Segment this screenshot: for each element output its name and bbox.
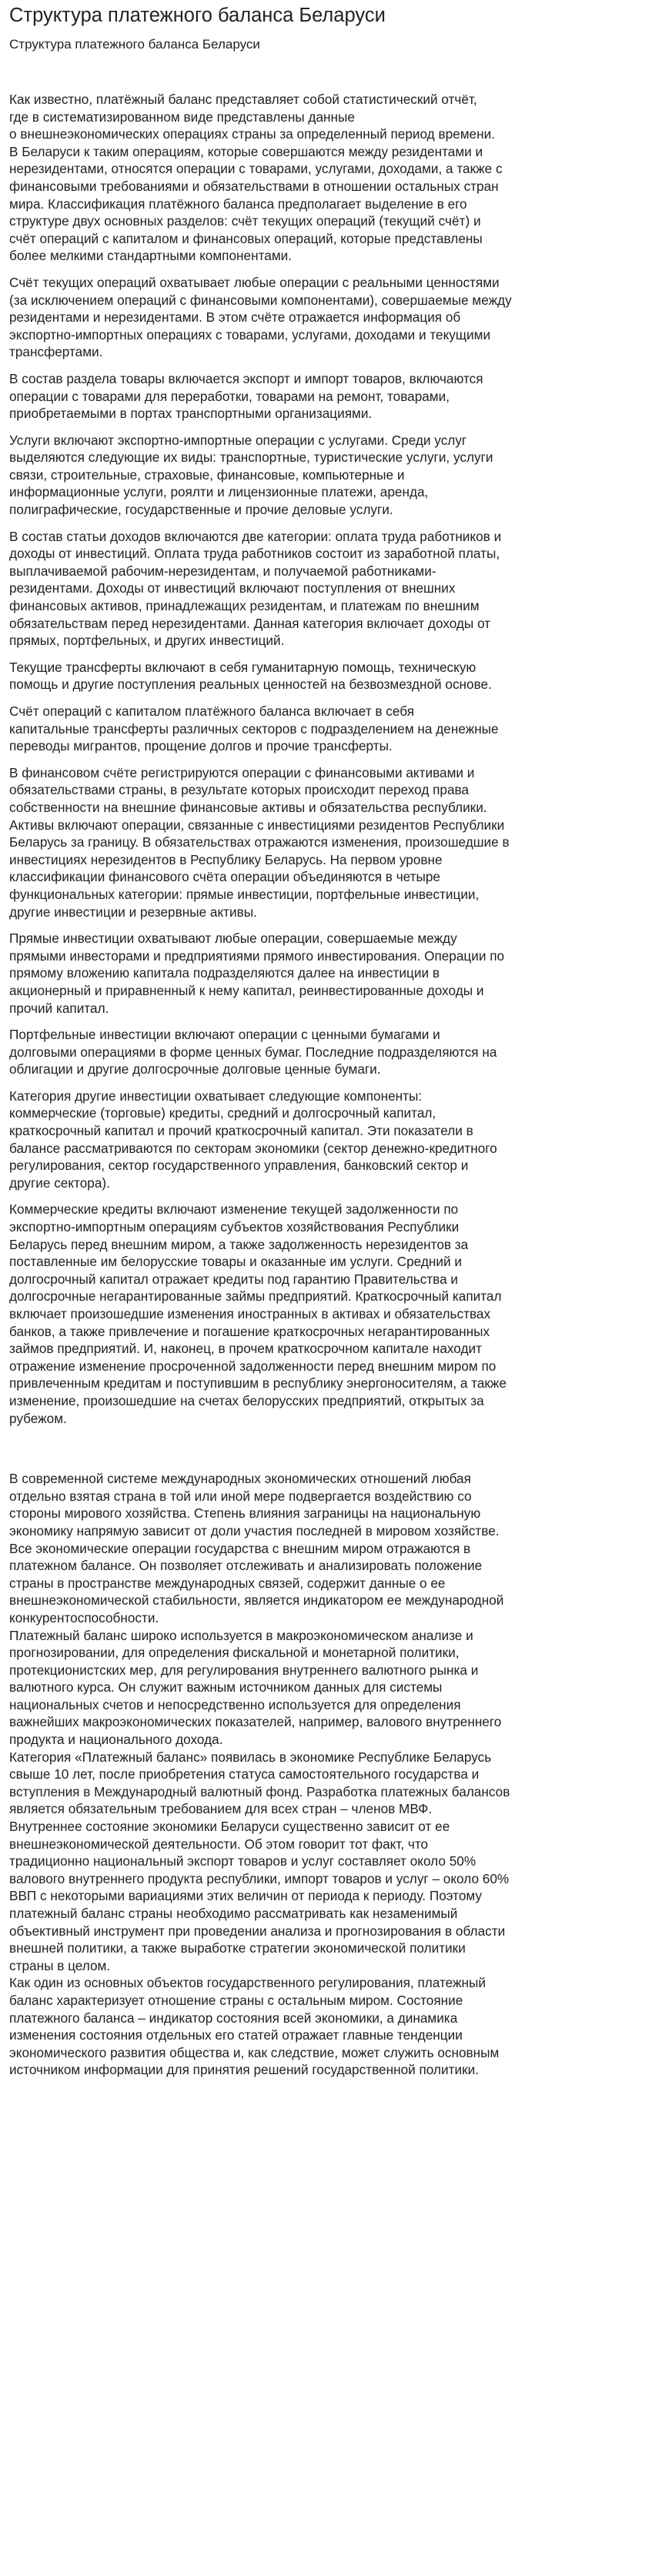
- article-section-importance: [9, 1470, 635, 2079]
- text-line: изменения состояния отдельных его статей отражает главные тенденции: [9, 2027, 463, 2043]
- text-line: платежный баланс страны необходимо рассматривать как незаменимый: [9, 1906, 458, 1921]
- text-line: собственности на внешние финансовые активы и обязательства республики.: [9, 799, 487, 815]
- text-line: долгосрочный капитал отражает кредиты под гарантию Правительства и: [9, 1271, 459, 1287]
- text-line: Счёт операций с капиталом платёжного баланса включает в себя: [9, 703, 414, 719]
- paragraph: [9, 764, 635, 920]
- paragraph: [9, 1974, 635, 2079]
- text-line: баланс характеризует отношение страны с остальным миром. Состояние: [9, 1992, 463, 2008]
- text-line: В Беларуси к таким операциям, которые совершаются между резидентами и: [9, 143, 483, 159]
- text-line: резидентами. Доходы от инвестиций включают поступления от внешних: [9, 580, 456, 596]
- text-line: переводы мигрантов, прощение долгов и прочие трансферты.: [9, 738, 393, 754]
- text-line: облигации и другие долгосрочные долговые ценные бумаги.: [9, 1061, 381, 1078]
- paragraph: [9, 1088, 635, 1192]
- paragraph: [9, 1026, 635, 1078]
- text-line: счёт операций с капиталом и финансовых операций, которые представлены: [9, 230, 483, 246]
- text-line: объективный инструмент при проведении анализа и прогнозирования в области: [9, 1923, 506, 1939]
- text-line: прогнозировании, для определения фискальной и монетарной политики,: [9, 1645, 460, 1661]
- text-line: Все экономические операции государства с внешним миром отражаются в: [9, 1540, 471, 1556]
- text-line: займов предприятий. И, наконец, в прочем краткосрочном капитале находит: [9, 1341, 482, 1357]
- text-line: Прямые инвестиции охватывают любые операции, совершаемые между: [9, 931, 457, 947]
- text-line: более мелкими стандартными компонентами.: [9, 248, 293, 264]
- text-line: приобретаемыми в портах транспортными организациями.: [9, 406, 373, 422]
- text-line: экономику напрямую зависит от доли участия последней в мировом хозяйстве.: [9, 1522, 500, 1539]
- text-line: коммерческие (торговые) кредиты, средний и долгосрочный капитал,: [9, 1105, 436, 1121]
- paragraph: [9, 703, 635, 755]
- page-title: Структура платежного баланса Беларуси: [9, 5, 386, 26]
- text-line: протекционистских мер, для регулирования внутреннего валютного рынка и: [9, 1662, 479, 1678]
- text-line: валового внутреннего продукта республики, импорт товаров и услуг – около 60%: [9, 1870, 510, 1886]
- text-line: функциональных категории: прямые инвестиции, портфельные инвестиции,: [9, 886, 480, 902]
- text-line: прямыми инвесторами и предприятиями прямого инвестирования. Операции по: [9, 947, 505, 964]
- text-line: помощь и другие поступления реальных ценностей на безвозмездной основе.: [9, 677, 492, 693]
- paragraph: [9, 91, 635, 265]
- text-line: Активы включают операции, связанные с инвестициями резидентов Республики: [9, 817, 505, 833]
- paragraph: [9, 370, 635, 423]
- text-line: где в систематизированном виде представлены данные: [9, 109, 355, 125]
- text-line: страны в целом.: [9, 1957, 111, 1973]
- text-line: валютного курса. Он служит важным источником данных для системы: [9, 1679, 443, 1696]
- text-line: экономического развития общества и, как следствие, может служить основным: [9, 2044, 500, 2060]
- text-line: экспортно-импортным операциям субъектов хозяйствования Республики: [9, 1219, 460, 1235]
- text-line: привлеченным кредитам и поступившим в республику энергоносителям, а также: [9, 1375, 507, 1392]
- text-line: Коммерческие кредиты включают изменение текущей задолженности по: [9, 1201, 459, 1218]
- text-line: прочий капитал.: [9, 1000, 109, 1016]
- text-line: Портфельные инвестиции включают операции с ценными бумагами и: [9, 1027, 440, 1043]
- paragraph: [9, 1201, 635, 1427]
- text-line: обязательствами страны, в результате которых происходит переход права: [9, 782, 470, 798]
- text-line: отдельно взятая страна в той или иной мере подвергается воздействию со: [9, 1488, 472, 1504]
- text-line: В финансовом счёте регистрируются операции с финансовыми активами и: [9, 764, 475, 780]
- text-line: источником информации для принятия решений государственной политики.: [9, 2062, 479, 2078]
- text-line: резидентами и нерезидентами. В этом счёте отражается информация об: [9, 309, 461, 326]
- text-line: Категория другие инвестиции охватывает следующие компоненты:: [9, 1088, 423, 1104]
- text-line: В состав статьи доходов включаются две категории: оплата труда работников и: [9, 528, 502, 544]
- text-line: краткосрочный капитал и прочий краткосрочный капитал. Эти показатели в: [9, 1123, 473, 1139]
- text-line: о внешнеэкономических операциях страны за определенный период времени.: [9, 126, 495, 142]
- text-line: В современной системе международных экономических отношений любая: [9, 1471, 471, 1487]
- text-line: Услуги включают экспортно-импортные операции с услугами. Среди услуг: [9, 432, 467, 448]
- section-spacer: [9, 1436, 635, 1470]
- paragraph: [9, 528, 635, 650]
- text-line: Текущие трансферты включают в себя гуманитарную помощь, техническую: [9, 659, 476, 675]
- text-line: инвестициях нерезидентов в Республику Беларусь. На первом уровне: [9, 851, 443, 867]
- paragraph: [9, 1470, 635, 1626]
- text-line: является обязательным требованием для всех стран – членов МВФ.: [9, 1801, 433, 1817]
- text-line: важнейших макроэкономических показателей, например, валового внутреннего: [9, 1714, 502, 1730]
- paragraph: [9, 1627, 635, 1749]
- text-line: Как известно, платёжный баланс представляет собой статистический отчёт,: [9, 92, 477, 107]
- article-section-structure: [9, 91, 635, 1427]
- text-line: долговыми операциями в форме ценных бумаг. Последние подразделяются на: [9, 1044, 497, 1060]
- text-line: Платежный баланс широко используется в макроэкономическом анализе и: [9, 1627, 473, 1643]
- text-line: нерезидентами, относятся операции с товарами, услугами, доходами, а также с: [9, 161, 503, 177]
- text-line: вступления в Международный валютный фонд. Разработка платежных балансов: [9, 1783, 510, 1799]
- text-line: традиционно национальный экспорт товаров и услуг составляет около 50%: [9, 1853, 476, 1869]
- text-line: структуре двух основных разделов: счёт текущих операций (текущий счёт) и: [9, 213, 481, 229]
- text-line: капитальные трансферты различных секторов с подразделением на денежные: [9, 720, 499, 737]
- text-line: продукта и национального дохода.: [9, 1732, 223, 1748]
- text-line: другие инвестиции и резервные активы.: [9, 904, 257, 920]
- text-line: (за исключением операций с финансовыми компонентами), совершаемые между: [9, 292, 512, 308]
- text-line: банков, а также привлечение и погашение краткосрочных негарантированных: [9, 1323, 490, 1339]
- text-line: страны в пространстве международных связей, содержит данные о ее: [9, 1575, 446, 1591]
- text-line: Беларусь за границу. В обязательствах отражаются изменения, произошедшие в: [9, 834, 510, 850]
- text-line: обязательствам перед нерезидентами. Данная категория включает доходы от: [9, 615, 491, 631]
- text-line: операции с товарами для переработки, товарами на ремонт, товарами,: [9, 388, 450, 404]
- article-body: [9, 91, 635, 2079]
- paragraph: [9, 930, 635, 1017]
- text-line: свыше 10 лет, после приобретения статуса самостоятельного государства и: [9, 1766, 480, 1782]
- text-line: акционерный и приравненный к нему капитал, реинвестированные доходы и: [9, 982, 484, 998]
- text-line: прямых, портфельных, и других инвестиций.: [9, 633, 285, 649]
- text-line: экспортно-импортных операциях с товарами, услугами, доходами и текущими: [9, 326, 491, 342]
- text-line: конкурентоспособности.: [9, 1609, 159, 1625]
- paragraph: [9, 432, 635, 519]
- text-line: внешнеэкономической деятельности. Об этом говорит тот факт, что: [9, 1836, 429, 1852]
- text-line: В состав раздела товары включается экспорт и импорт товаров, включаются: [9, 370, 483, 386]
- text-line: мира. Классификация платёжного баланса предполагает выделение в его: [9, 195, 467, 212]
- text-line: классификации финансового счёта операции объединяются в четыре: [9, 869, 440, 885]
- text-line: выплачиваемой рабочим-нерезидентам, и получаемой работниками-: [9, 563, 436, 579]
- text-line: Внутреннее состояние экономики Беларуси существенно зависит от ее: [9, 1819, 450, 1835]
- text-line: выделяются следующие их виды: транспортные, туристические услуги, услуги: [9, 449, 493, 466]
- text-line: трансфертами.: [9, 344, 103, 360]
- text-line: связи, строительные, страховые, финансовые, компьютерные и: [9, 466, 405, 483]
- text-line: доходы от инвестиций. Оплата труда работников состоит из заработной платы,: [9, 546, 500, 562]
- paragraph: [9, 659, 635, 693]
- text-line: Беларусь перед внешним миром, а также задолженность нерезидентов за: [9, 1236, 469, 1252]
- text-line: полиграфические, государственные и прочие деловые услуги.: [9, 502, 393, 518]
- text-line: долгосрочные негарантированные займы предприятий. Краткосрочный капитал: [9, 1288, 502, 1305]
- text-line: стороны мирового хозяйства. Степень влияния заграницы на национальную: [9, 1505, 481, 1522]
- text-line: платежного баланса – индикатор состояния всей экономики, а динамика: [9, 2010, 458, 2026]
- page-subtitle: Структура платежного баланса Беларуси: [9, 37, 260, 52]
- text-line: Как один из основных объектов государственного регулирования, платежный: [9, 1975, 486, 1991]
- text-line: ВВП с некоторыми вариациями этих величин от периода к периоду. Поэтому: [9, 1888, 482, 1904]
- text-line: национальных счетов и непосредственно используется для определения: [9, 1696, 461, 1712]
- text-line: другие сектора).: [9, 1174, 110, 1191]
- text-line: Счёт текущих операций охватывает любые операции с реальными ценностями: [9, 274, 500, 290]
- text-line: отражение изменение просроченной задолженности перед внешним миром по: [9, 1358, 497, 1374]
- text-line: регулирования, сектор государственного управления, банковский сектор и: [9, 1158, 469, 1174]
- text-line: рубежом.: [9, 1410, 67, 1426]
- text-line: балансе рассматриваются по секторам экономики (сектор денежно-кредитного: [9, 1140, 497, 1156]
- text-line: включает произошедшие изменения иностранных в активах и обязательствах: [9, 1306, 491, 1321]
- text-line: Категория «Платежный баланс» появилась в экономике Республике Беларусь: [9, 1749, 492, 1765]
- paragraph: [9, 274, 635, 361]
- text-line: изменение, произошедшие на счетах белорусских предприятий, открытых за: [9, 1392, 484, 1408]
- text-line: финансовых активов, принадлежащих резидентам, и платежам по внешним: [9, 598, 480, 614]
- text-line: платежном балансе. Он позволяет отслеживать и анализировать положение: [9, 1558, 483, 1574]
- text-line: прямому вложению капитала подразделяются далее на инвестиции в: [9, 965, 440, 981]
- text-line: поставленные им белорусские товары и оказанные им услуги. Средний и: [9, 1254, 462, 1270]
- text-line: внешней политики, а также выработке стратегии экономической политики: [9, 1940, 466, 1956]
- paragraph: [9, 1749, 635, 1975]
- text-line: внешнеэкономической стабильности, является индикатором ее международной: [9, 1592, 504, 1609]
- text-line: финансовыми требованиями и обязательствами в отношении остальных стран: [9, 178, 499, 194]
- text-line: информационные услуги, роялти и лицензионные платежи, аренда,: [9, 484, 429, 500]
